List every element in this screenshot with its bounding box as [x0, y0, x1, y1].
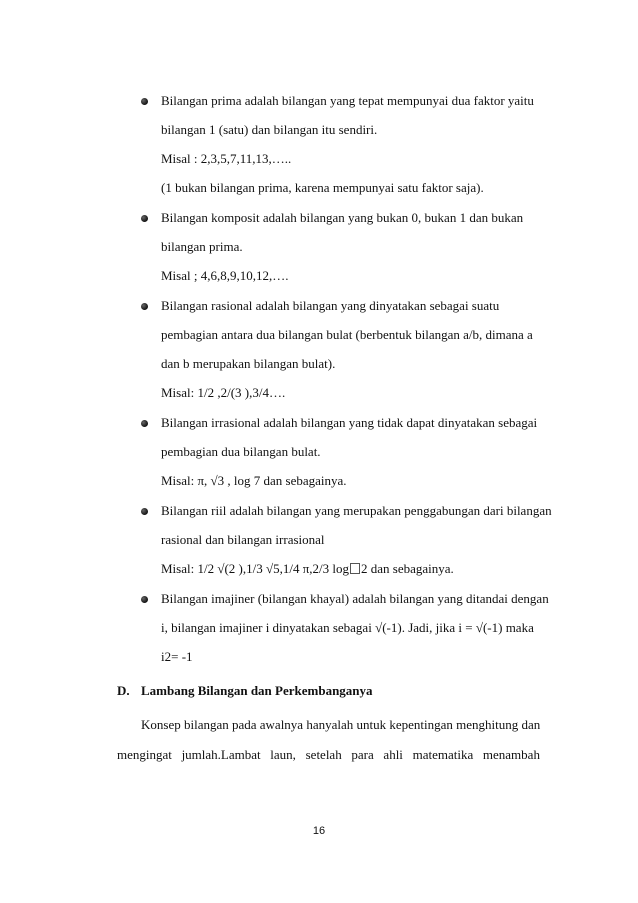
bullet-3-line-3: dan b merupakan bilangan bulat).	[161, 356, 336, 371]
paragraph-word: setelah	[305, 747, 342, 762]
bullet-icon	[141, 98, 148, 105]
bullet-5-line-3	[161, 561, 454, 577]
bullet-2-line-2: bilangan prima.	[161, 239, 243, 254]
paragraph-word: mengingat	[117, 747, 172, 762]
bullet-icon	[141, 596, 148, 603]
bullet-1-line-4: (1 bukan bilangan prima, karena mempunyai satu faktor saja).	[161, 180, 484, 195]
missing-glyph-box-icon	[350, 563, 360, 574]
bullet-5-line-3-text: Misal: 1/2 √(2 ),1/3 √5,1/4 π,2/3 log	[161, 561, 350, 576]
bullet-icon	[141, 508, 148, 515]
bullet-6-line-1: Bilangan imajiner (bilangan khayal) adalah bilangan yang ditandai dengan	[161, 591, 549, 606]
paragraph-word: menambah	[482, 747, 540, 762]
paragraph-word: ahli	[383, 747, 403, 762]
paragraph-word: para	[351, 747, 374, 762]
paragraph-word: jumlah.Lambat	[181, 747, 261, 762]
bullet-5-line-1: Bilangan riil adalah bilangan yang merupakan penggabungan dari bilangan	[161, 503, 552, 518]
bullet-1-line-3: Misal : 2,3,5,7,11,13,…..	[161, 151, 292, 166]
bullet-icon	[141, 215, 148, 222]
bullet-1-line-1: Bilangan prima adalah bilangan yang tepat mempunyai dua faktor yaitu	[161, 93, 534, 108]
bullet-3-line-1: Bilangan rasional adalah bilangan yang dinyatakan sebagai suatu	[161, 298, 500, 313]
paragraph-word: matematika	[412, 747, 474, 762]
bullet-6-line-3: i2= -1	[161, 649, 193, 664]
paragraph-line-1: Konsep bilangan pada awalnya hanyalah untuk kepentingan menghitung dan	[141, 717, 541, 732]
section-title: Lambang Bilangan dan Perkembanganya	[141, 683, 373, 698]
bullet-6-line-2: i, bilangan imajiner i dinyatakan sebagai √(-1). Jadi, jika i = √(-1) maka	[161, 620, 534, 635]
bullet-1-line-2: bilangan 1 (satu) dan bilangan itu sendiri.	[161, 122, 378, 137]
bullet-icon	[141, 420, 148, 427]
bullet-4-line-2: pembagian dua bilangan bulat.	[161, 444, 321, 459]
section-heading	[117, 683, 373, 699]
section-letter: D.	[117, 683, 130, 698]
bullet-2-line-3: Misal ; 4,6,8,9,10,12,….	[161, 268, 289, 283]
bullet-5-line-2: rasional dan bilangan irrasional	[161, 532, 325, 547]
paragraph-word: laun,	[270, 747, 296, 762]
paragraph-line-2	[117, 747, 540, 763]
bullet-5-line-3-suffix: 2 dan sebagainya.	[361, 561, 454, 576]
page-number: 16	[312, 825, 326, 837]
bullet-2-line-1: Bilangan komposit adalah bilangan yang bukan 0, bukan 1 dan bukan	[161, 210, 524, 225]
bullet-3-line-4: Misal: 1/2 ,2/(3 ),3/4….	[161, 385, 286, 400]
bullet-4-line-3: Misal: π, √3 , log 7 dan sebagainya.	[161, 473, 347, 488]
bullet-3-line-2: pembagian antara dua bilangan bulat (berbentuk bilangan a/b, dimana a	[161, 327, 533, 342]
bullet-icon	[141, 303, 148, 310]
bullet-4-line-1: Bilangan irrasional adalah bilangan yang tidak dapat dinyatakan sebagai	[161, 415, 538, 430]
